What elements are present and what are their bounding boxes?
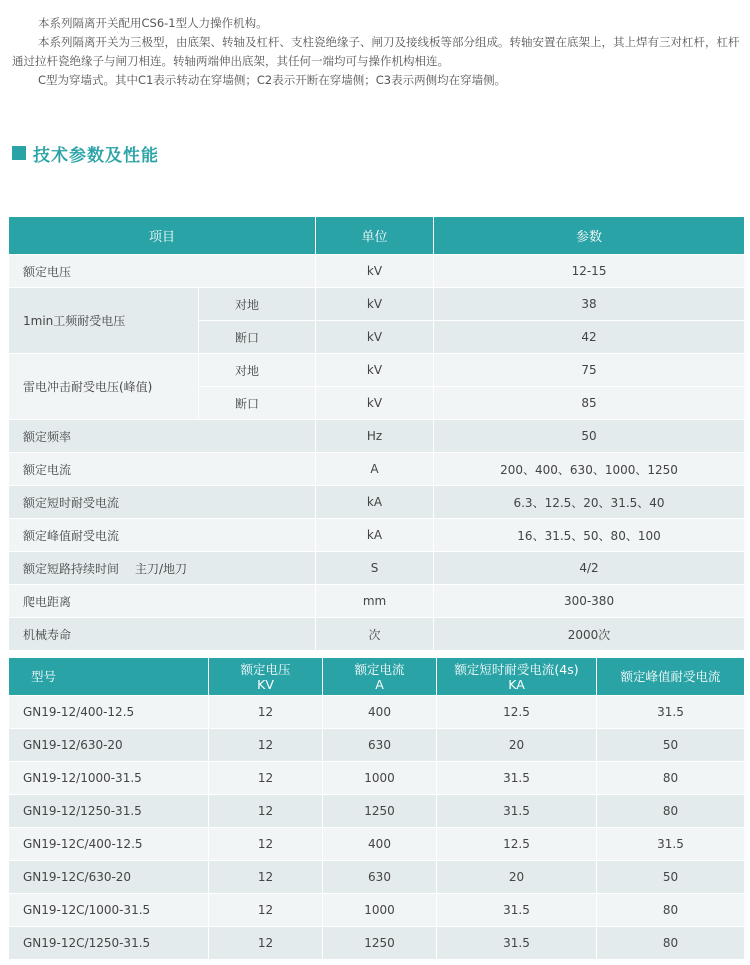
param-name: 额定峰值耐受电流 xyxy=(9,519,316,552)
header-model: 型号 xyxy=(9,658,209,696)
short-time-cell: 31.5 xyxy=(437,762,597,795)
short-time-cell: 31.5 xyxy=(437,795,597,828)
param-value: 4/2 xyxy=(434,552,745,585)
table-row xyxy=(9,861,745,894)
voltage-cell: 12 xyxy=(209,762,323,795)
voltage-cell: 12 xyxy=(209,861,323,894)
model-cell: GN19-12C/1000-31.5 xyxy=(9,894,209,927)
square-bullet-icon xyxy=(12,146,26,160)
header-item: 项目 xyxy=(9,217,316,255)
header-value: 参数 xyxy=(434,217,745,255)
header-current-unit: A xyxy=(375,676,384,692)
current-cell: 400 xyxy=(323,828,437,861)
short-time-cell: 20 xyxy=(437,861,597,894)
param-name-text: 额定短路持续时间 xyxy=(23,561,120,576)
current-cell: 1000 xyxy=(323,894,437,927)
param-name: 雷电冲击耐受电压(峰值) xyxy=(9,354,199,420)
models-header-row xyxy=(9,658,745,696)
header-unit: 单位 xyxy=(316,217,434,255)
param-value: 200、400、630、1000、1250 xyxy=(434,453,745,486)
table-row xyxy=(9,762,745,795)
short-time-cell: 20 xyxy=(437,729,597,762)
model-cell: GN19-12/630-20 xyxy=(9,729,209,762)
table-row xyxy=(9,696,745,729)
header-short-time-unit: KA xyxy=(508,676,525,692)
current-cell: 1250 xyxy=(323,927,437,960)
intro-line-3: C型为穿墙式。其中C1表示转动在穿墙侧；C2表示开断在穿墙侧；C3表示两侧均在穿墙侧。 xyxy=(38,73,507,87)
peak-cell: 80 xyxy=(597,927,745,960)
model-cell: GN19-12/1250-31.5 xyxy=(9,795,209,828)
model-cell: GN19-12/400-12.5 xyxy=(9,696,209,729)
table-row xyxy=(9,585,745,618)
section-title: 技术参数及性能 xyxy=(33,145,159,166)
header-voltage-label: 额定电压 xyxy=(240,661,291,677)
peak-cell: 80 xyxy=(597,762,745,795)
current-cell: 630 xyxy=(323,729,437,762)
param-value: 2000次 xyxy=(434,618,745,651)
model-cell: GN19-12/1000-31.5 xyxy=(9,762,209,795)
table-row xyxy=(9,729,745,762)
voltage-cell: 12 xyxy=(209,894,323,927)
intro-text xyxy=(12,14,740,90)
voltage-cell: 12 xyxy=(209,795,323,828)
peak-cell: 50 xyxy=(597,729,745,762)
voltage-cell: 12 xyxy=(209,696,323,729)
param-value: 50 xyxy=(434,420,745,453)
param-unit: kV xyxy=(316,255,434,288)
param-value: 16、31.5、50、80、100 xyxy=(434,519,745,552)
peak-cell: 50 xyxy=(597,861,745,894)
param-unit: kV xyxy=(316,288,434,321)
peak-cell: 80 xyxy=(597,894,745,927)
header-current xyxy=(323,658,437,696)
current-cell: 1250 xyxy=(323,795,437,828)
header-voltage-unit: KV xyxy=(257,676,274,692)
param-value: 42 xyxy=(434,321,745,354)
parameters-header-row xyxy=(9,217,745,255)
table-row xyxy=(9,618,745,651)
models-table xyxy=(8,657,745,960)
param-value: 75 xyxy=(434,354,745,387)
param-name: 额定电流 xyxy=(9,453,316,486)
short-time-cell: 31.5 xyxy=(437,927,597,960)
current-cell: 400 xyxy=(323,696,437,729)
param-name: 爬电距离 xyxy=(9,585,316,618)
table-row xyxy=(9,894,745,927)
table-row xyxy=(9,552,745,585)
param-value: 38 xyxy=(434,288,745,321)
table-row xyxy=(9,354,745,387)
voltage-cell: 12 xyxy=(209,828,323,861)
table-row xyxy=(9,486,745,519)
param-sub: 断口 xyxy=(199,387,316,420)
table-row xyxy=(9,288,745,321)
header-current-label: 额定电流 xyxy=(354,661,405,677)
current-cell: 630 xyxy=(323,861,437,894)
voltage-cell: 12 xyxy=(209,729,323,762)
param-value: 85 xyxy=(434,387,745,420)
param-unit: mm xyxy=(316,585,434,618)
voltage-cell: 12 xyxy=(209,927,323,960)
current-cell: 1000 xyxy=(323,762,437,795)
peak-cell: 31.5 xyxy=(597,696,745,729)
peak-cell: 80 xyxy=(597,795,745,828)
param-sub: 对地 xyxy=(199,354,316,387)
parameters-table xyxy=(8,216,745,651)
param-name xyxy=(9,552,316,585)
param-value: 300-380 xyxy=(434,585,745,618)
peak-cell: 31.5 xyxy=(597,828,745,861)
short-time-cell: 31.5 xyxy=(437,894,597,927)
param-unit: kA xyxy=(316,486,434,519)
short-time-cell: 12.5 xyxy=(437,696,597,729)
short-time-cell: 12.5 xyxy=(437,828,597,861)
header-peak: 额定峰值耐受电流 xyxy=(597,658,745,696)
header-short-time xyxy=(437,658,597,696)
model-cell: GN19-12C/630-20 xyxy=(9,861,209,894)
intro-line-2: 本系列隔离开关为三极型，由底架、转轴及杠杆、支柱瓷绝缘子、闸刀及接线板等部分组成。转轴安置在底架上，其上焊有三对杠杆，杠杆通过拉杆瓷绝缘子与闸刀相连。转轴两端伸出底架，其任何一端均可与操作机构相连。 xyxy=(12,35,740,68)
param-unit: kV xyxy=(316,387,434,420)
header-voltage xyxy=(209,658,323,696)
param-unit: 次 xyxy=(316,618,434,651)
table-row xyxy=(9,927,745,960)
param-name: 额定短时耐受电流 xyxy=(9,486,316,519)
section-heading xyxy=(12,141,159,165)
param-unit: Hz xyxy=(316,420,434,453)
param-sub: 断口 xyxy=(199,321,316,354)
table-row xyxy=(9,828,745,861)
table-row xyxy=(9,795,745,828)
param-name: 1min工频耐受电压 xyxy=(9,288,199,354)
param-unit: kA xyxy=(316,519,434,552)
param-value: 6.3、12.5、20、31.5、40 xyxy=(434,486,745,519)
table-row xyxy=(9,420,745,453)
table-row xyxy=(9,255,745,288)
param-name: 额定电压 xyxy=(9,255,316,288)
param-extra: 主刀/地刀 xyxy=(135,561,188,576)
param-unit: kV xyxy=(316,354,434,387)
intro-line-1: 本系列隔离开关配用CS6-1型人力操作机构。 xyxy=(38,16,268,30)
param-unit: A xyxy=(316,453,434,486)
model-cell: GN19-12C/400-12.5 xyxy=(9,828,209,861)
param-name: 额定频率 xyxy=(9,420,316,453)
header-short-time-label: 额定短时耐受电流(4s) xyxy=(454,661,579,677)
param-unit: S xyxy=(316,552,434,585)
param-unit: kV xyxy=(316,321,434,354)
param-sub: 对地 xyxy=(199,288,316,321)
table-row xyxy=(9,519,745,552)
param-name: 机械寿命 xyxy=(9,618,316,651)
model-cell: GN19-12C/1250-31.5 xyxy=(9,927,209,960)
table-row xyxy=(9,453,745,486)
param-value: 12-15 xyxy=(434,255,745,288)
